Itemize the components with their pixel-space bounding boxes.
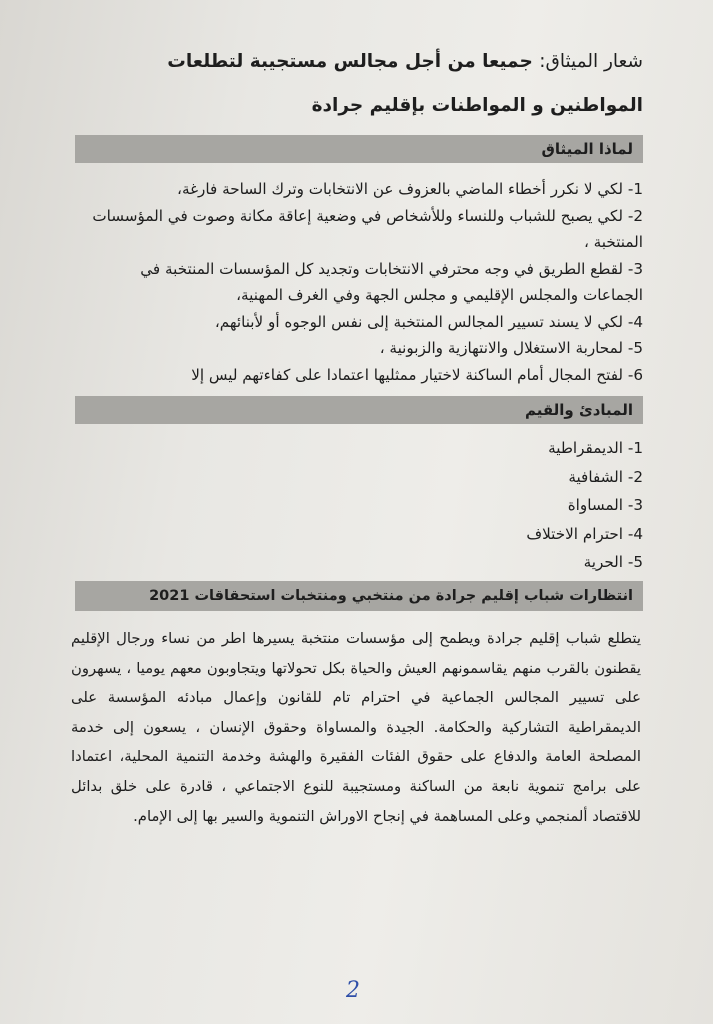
why-item: 3- لقطع الطريق في وجه محترفي الانتخابات وتجديد كل المؤسسات المنتخبة في الجماعات والمجلس الإقليمي و مجلس الجهة وفي الغرف المهنية، <box>140 259 643 304</box>
principle-item: 1- الديمقراطية <box>548 439 643 457</box>
section-heading-expectations: انتظارات شباب إقليم جرادة من منتخبي ومنتخبات استحقاقات 2021 <box>75 581 643 611</box>
why-list <box>77 176 643 388</box>
charter-slogan <box>83 40 643 128</box>
principle-item: 2- الشفافية <box>568 467 643 486</box>
slogan-text: جميعا من أجل مجالس مستجيبة لتطلعات المواطنين و المواطنات بإقليم جرادة <box>167 51 643 116</box>
principle-item: 3- المساواة <box>567 496 643 514</box>
expectations-paragraph: يتطلع شباب إقليم جرادة ويطمح إلى مؤسسات منتخبة يسيرها اطر من نساء ورجال الإقليم يقطنون بالقرب منهم يقاسمونهم العيش والحياة بكل تحولاتها ويتجاوبون معهم يوميا ، يسهرون على تسيير المجالس الجماعية في احترام تام للقانون وإعمال مبادئه المؤسسة على الديمقراطية التشاركية والحكامة. الجيدة والمساواة وحقوق الإنسان ، يسعون إلى خدمة المصلحة العامة والدفاع على حقوق الفئات الفقيرة والهشة وخدمة التنمية المحلية، اعتمادا على برامج تنموية نابعة من الساكنة ومستجيبة للنوع الاجتماعي ، قادرة على خلق بدائل للاقتصاد ألمنجمي وعلى المساهمة في إنجاح الاوراش التنموية والسير بها إلى الإمام. <box>71 630 641 825</box>
page-number: 2 <box>346 978 360 1003</box>
why-item: 1- لكي لا نكرر أخطاء الماضي بالعزوف عن الانتخابات وترك الساحة فارغة، <box>177 180 643 198</box>
principle-item: 5- الحرية <box>583 553 643 571</box>
why-item: 6- لفتح المجال أمام الساكنة لاختيار ممثليها اعتمادا على كفاءتهم ليس إلا <box>191 365 643 384</box>
principle-item: 4- احترام الاختلاف <box>526 524 643 543</box>
section-heading-why: لماذا الميثاق <box>75 135 643 163</box>
slogan-label: شعار الميثاق: <box>539 51 643 72</box>
why-item: 2- لكي يصبح للشباب وللنساء وللأشخاص في وضعية إعاقة مكانة وصوت في المؤسسات المنتخبة ، <box>92 206 643 251</box>
why-item: 4- لكي لا يسند تسيير المجالس المنتخبة إلى نفس الوجوه أو لأبنائهم، <box>214 312 643 331</box>
section-heading-principles: المبادئ والقيم <box>75 396 643 424</box>
why-item: 5- لمحاربة الاستغلال والانتهازية والزبونية ، <box>379 339 643 357</box>
principles-list <box>77 434 643 577</box>
